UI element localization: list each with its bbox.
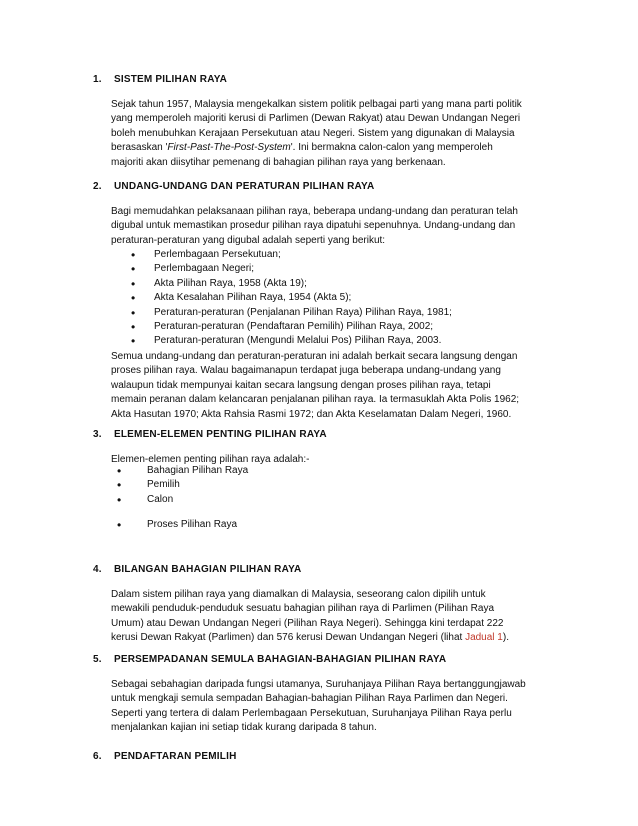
section-number: 2. <box>93 181 102 192</box>
text-fragment: '. Ini bermakna calon-calon yang memperoleh <box>290 142 493 154</box>
bullet-icon: • <box>131 334 136 349</box>
section-title: BILANGAN BAHAGIAN PILIHAN RAYA <box>113 564 302 575</box>
list-item-text: Pemilih <box>147 479 180 491</box>
list-item-text: Peraturan-peraturan (Pendaftaran Pemilih) Pilihan Raya, 2002; <box>154 320 434 332</box>
paragraph-line <box>111 141 551 155</box>
list-item-text: Calon <box>147 493 174 505</box>
paragraph-line: boleh menubuhkan Kerajaan Persekutuan atau Negeri. Sistem yang digunakan di Malaysia <box>111 127 515 139</box>
paragraph-line: memain peranan dalam kelancaran penjalanan pilihan raya. Ia termasuklah Akta Polis 1962; <box>111 394 520 406</box>
list-item-text: Bahagian Pilihan Raya <box>147 465 249 476</box>
list-item-text: Perlembagaan Negeri; <box>154 263 255 275</box>
paragraph-line: menjalankan kajian ini setiap tidak kurang daripada 8 tahun. <box>111 722 377 734</box>
text-fragment: ). <box>502 632 509 644</box>
paragraph-line: untuk mengkaji semula sempadan Bahagian-bahagian Pilihan Raya Parlimen dan Negeri. <box>111 693 508 705</box>
section-2-paragraph-2 <box>111 350 551 422</box>
paragraph-line: walaupun tidak mempunyai kaitan secara langsung dengan proses pilihan raya, tetapi <box>111 379 491 391</box>
section-title: ELEMEN-ELEMEN PENTING PILIHAN RAYA <box>113 429 327 440</box>
section-4-heading <box>93 564 301 575</box>
jadual-1-link[interactable]: Jadual 1 <box>465 632 503 644</box>
paragraph-line <box>111 631 551 645</box>
section-number: 3. <box>93 429 102 440</box>
section-5-paragraph <box>111 678 551 736</box>
paragraph-line: Semua undang-undang dan peraturan-peraturan ini adalah berkait secara langsung dengan <box>111 351 518 362</box>
paragraph-line: yang memperoleh majoriti kerusi di Parlimen (Dewan Rakyat) atau Dewan Undangan Negeri <box>111 113 521 125</box>
bullet-icon: • <box>131 262 136 277</box>
section-2-paragraph <box>111 205 551 248</box>
bullet-icon: • <box>117 464 122 478</box>
bullet-icon: • <box>117 518 122 532</box>
section-5-heading <box>93 654 446 665</box>
italic-term: First-Past-The-Post-System <box>167 142 291 154</box>
list-item-text: Akta Kesalahan Pilihan Raya, 1954 (Akta 5); <box>154 292 352 304</box>
paragraph-line: Elemen-elemen penting pilihan raya adalah:- <box>111 454 310 465</box>
section-6-heading <box>93 751 237 762</box>
section-number: 5. <box>93 654 102 665</box>
paragraph-line: majoriti akan diisytihar pemenang di bahagian pilihan raya yang berkenaan. <box>111 156 446 168</box>
bullet-icon: • <box>131 248 136 262</box>
bullet-icon: • <box>131 291 136 306</box>
paragraph-line: Umum) atau Dewan Undangan Negeri (Pilihan Raya Negeri). Sehingga kini terdapat 222 <box>111 617 504 629</box>
section-number: 4. <box>93 564 102 575</box>
section-title: UNDANG-UNDANG DAN PERATURAN PILIHAN RAYA <box>113 181 375 192</box>
text-fragment: kerusi Dewan Rakyat (Parlimen) dan 576 kerusi Dewan Undangan Negeri (lihat <box>111 632 466 644</box>
section-number: 1. <box>93 74 102 85</box>
paragraph-line: Sebagai sebahagian daripada fungsi utamanya, Suruhanjaya Pilihan Raya bertanggungjawab <box>111 679 526 690</box>
paragraph-line: Sejak tahun 1957, Malaysia mengekalkan sistem politik pelbagai parti yang mana parti politik <box>111 99 522 110</box>
section-title: PENDAFTARAN PEMILIH <box>113 751 237 762</box>
paragraph-line: Bagi memudahkan pelaksanaan pilihan raya, beberapa undang-undang dan peraturan telah <box>111 206 518 217</box>
section-1-heading <box>93 74 227 85</box>
paragraph-line: Seperti yang tertera di dalam Perlembagaan Persekutuan, Suruhanjaya Pilihan Raya perlu <box>111 707 512 719</box>
bullet-icon: • <box>117 478 122 493</box>
paragraph-line: proses pilihan raya. Walau bagaimanapun terdapat juga beberapa undang-undang yang <box>111 365 501 377</box>
bullet-icon: • <box>131 276 136 291</box>
bullet-icon: • <box>131 319 136 334</box>
section-2-heading <box>93 181 374 192</box>
paragraph-line: Akta Hasutan 1970; Akta Rahsia Rasmi 1972; dan Akta Keselamatan Dalam Negeri, 1960. <box>111 408 512 420</box>
list-item-text: Proses Pilihan Raya <box>147 519 238 530</box>
paragraph-line: peraturan-peraturan yang digubal adalah seperti yang berikut: <box>111 234 386 246</box>
bullet-icon: • <box>131 305 136 320</box>
list-item-text: Akta Pilihan Raya, 1958 (Akta 19); <box>154 277 307 289</box>
section-4-paragraph <box>111 588 551 646</box>
paragraph-line: digubal untuk memastikan prosedur pilihan raya dipatuhi sepenuhnya. Undang-undang dan <box>111 220 516 232</box>
paragraph-line: mewakili penduduk-penduduk sesuatu bahagian pilihan raya di Parlimen (Pilihan Raya <box>111 603 495 615</box>
section-title: PERSEMPADANAN SEMULA BAHAGIAN-BAHAGIAN PILIHAN RAYA <box>113 654 447 665</box>
section-number: 6. <box>93 751 102 762</box>
section-1-paragraph <box>111 98 551 170</box>
bullet-icon: • <box>117 492 122 507</box>
list-item-text: Perlembagaan Persekutuan; <box>154 249 281 260</box>
text-fragment: berasaskan ' <box>111 142 168 154</box>
paragraph-line: Dalam sistem pilihan raya yang diamalkan di Malaysia, seseorang calon dipilih untuk <box>111 589 486 600</box>
section-title: SISTEM PILIHAN RAYA <box>113 74 228 85</box>
list-item-text: Peraturan-peraturan (Mengundi Melalui Pos) Pilihan Raya, 2003. <box>154 335 442 347</box>
section-3-heading <box>93 429 327 440</box>
list-item-text: Peraturan-peraturan (Penjalanan Pilihan Raya) Pilihan Raya, 1981; <box>154 306 452 318</box>
